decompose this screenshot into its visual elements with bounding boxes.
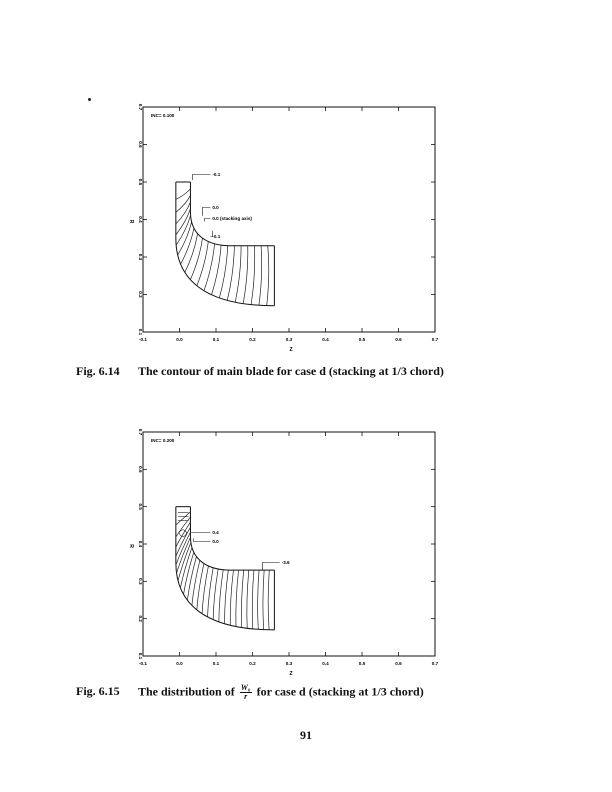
- contour-line: [236, 570, 239, 626]
- contour-line: [187, 557, 196, 601]
- caption-fraction: [240, 684, 252, 701]
- x-tick-label: 0.6: [395, 661, 402, 666]
- x-tick-label: 0.1: [212, 661, 220, 666]
- fraction-denominator: r: [244, 692, 248, 701]
- inc-label: INC= 0.200: [151, 438, 175, 443]
- y-axis-label: R: [128, 219, 134, 224]
- y-axis-label: R: [128, 544, 134, 548]
- caption-number: Fig. 6.14: [76, 364, 120, 378]
- x-tick-label: 0.7: [431, 337, 439, 342]
- x-tick-label: 0.1: [212, 337, 220, 342]
- x-tick-label: -0.1: [139, 661, 147, 666]
- caption-text-post: for case d (stacking at 1/3 chord): [256, 684, 424, 699]
- y-tick-label: 0.7: [138, 103, 143, 111]
- x-tick-label: 0.3: [285, 661, 293, 666]
- contour-line: [268, 570, 269, 630]
- contour-annotation: -0.1: [212, 234, 221, 239]
- x-tick-label: 0.2: [249, 661, 256, 666]
- x-axis-label: Z: [289, 347, 293, 353]
- x-tick-label: 0.7: [431, 661, 439, 666]
- y-tick-label: 0.4: [138, 540, 143, 548]
- y-tick-label: 0.5: [138, 178, 143, 186]
- contour-line: [202, 566, 208, 614]
- figure-6-15-caption: [76, 684, 424, 701]
- x-tick-label: 0.4: [322, 661, 329, 666]
- contour-line: [219, 570, 223, 622]
- inc-label: INC= 0.100: [151, 113, 175, 118]
- plot-frame: [143, 432, 435, 656]
- x-tick-label: 0.5: [358, 661, 366, 666]
- y-tick-label: 0.2: [138, 291, 143, 298]
- page-number: 91: [300, 728, 312, 742]
- x-tick-label: 0.2: [249, 337, 256, 342]
- y-tick-label: 0.2: [138, 615, 143, 622]
- x-tick-label: 0.5: [358, 337, 366, 342]
- contour-line: [178, 542, 191, 580]
- y-tick-label: 0.3: [138, 578, 143, 585]
- x-axis-label: Z: [289, 671, 293, 677]
- caption-text-pre: The distribution of: [138, 684, 235, 699]
- caption-text: The contour of main blade for case d (stacking at 1/3 chord): [138, 364, 444, 378]
- contour-line: [177, 537, 191, 573]
- y-tick-label: 0.6: [138, 141, 143, 148]
- contour-line: [252, 570, 254, 629]
- contour-annotation: 0.0: [212, 205, 219, 210]
- contour-annotation: 0.0: [212, 539, 219, 544]
- contour-line: [230, 570, 233, 625]
- shroud-line: [190, 507, 274, 570]
- contour-line: [213, 569, 218, 620]
- x-tick-label: 0.0: [176, 661, 183, 666]
- contour-line: [258, 570, 259, 629]
- contour-line: [176, 522, 191, 547]
- annotation-leader: [193, 538, 210, 541]
- contour-line: [263, 570, 264, 630]
- y-tick-label: 0.3: [138, 253, 143, 261]
- contour-line: [176, 512, 191, 525]
- x-tick-label: 0.0: [176, 337, 183, 342]
- contour-annotation: 0.0 (stacking axis): [212, 216, 252, 221]
- contour-line: [208, 568, 214, 617]
- contour-line: [192, 560, 200, 605]
- y-tick-label: 0.7: [138, 428, 143, 436]
- y-tick-label: 0.4: [138, 216, 143, 223]
- x-tick-label: 0.6: [395, 337, 402, 342]
- fraction-numerator: W₀: [240, 683, 251, 692]
- figure-6-14-caption: [76, 364, 444, 379]
- caption-number: Fig. 6.15: [76, 684, 120, 699]
- contour-line: [225, 570, 229, 624]
- contour-line: [247, 570, 249, 628]
- y-tick-label: 0.1: [138, 652, 143, 660]
- x-tick-label: 0.3: [285, 337, 293, 342]
- annotation-leader: [262, 563, 279, 571]
- contour-annotation: 0.4: [212, 530, 219, 535]
- x-tick-label: 0.4: [322, 337, 329, 342]
- y-tick-label: 0.1: [138, 328, 143, 336]
- contour-annotation: -3.6: [281, 560, 290, 565]
- contour-line: [241, 570, 243, 627]
- x-tick-label: -0.1: [139, 337, 147, 342]
- contour-annotation: -0.1: [212, 172, 221, 177]
- y-tick-label: 0.6: [138, 466, 143, 473]
- y-tick-label: 0.5: [138, 503, 143, 510]
